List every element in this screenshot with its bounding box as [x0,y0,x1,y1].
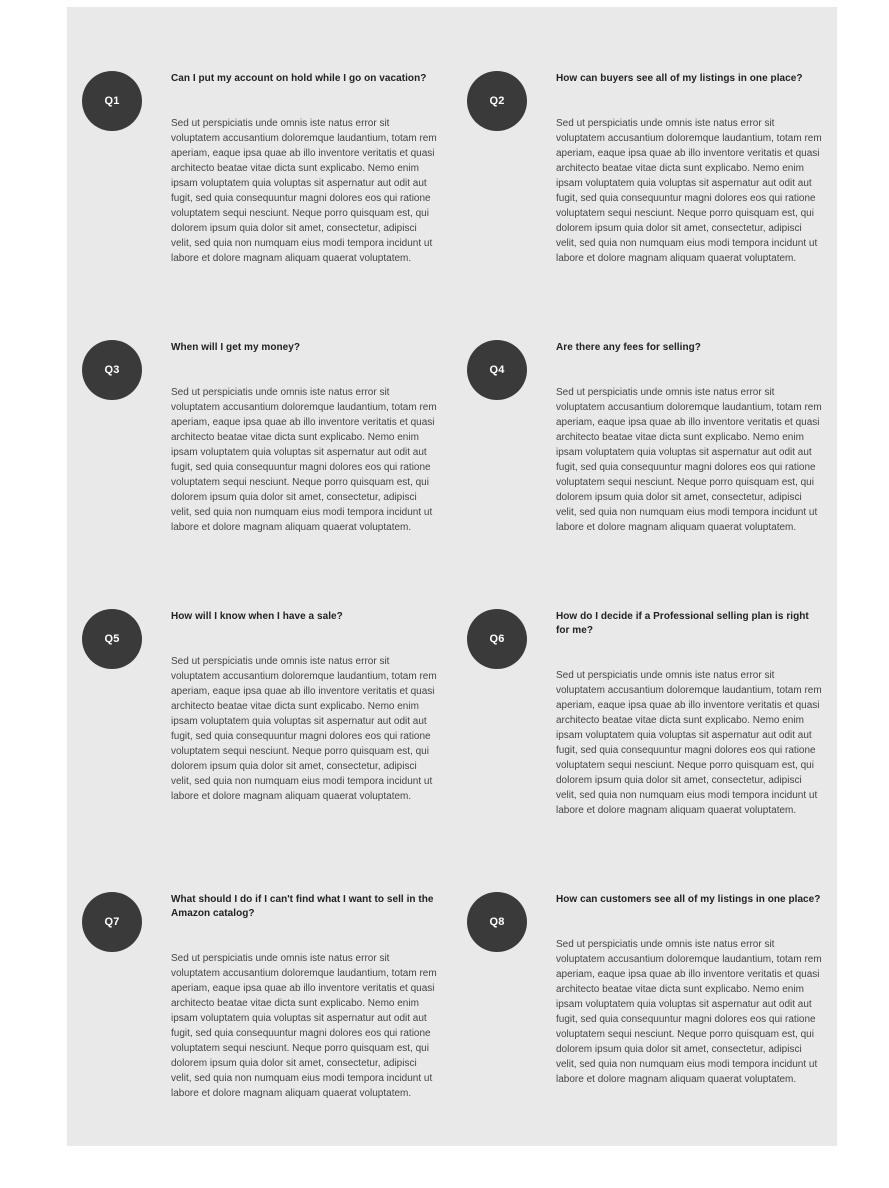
answer-text: Sed ut perspiciatis unde omnis iste natus error sit voluptatem accusantium doloremque laudantium, totam rem aperiam, eaque ipsa quae ab illo inventore veritatis et quasi architecto beatae vitae dicta sunt explicabo. Nemo enim ipsam voluptatem quia voluptas sit aspernatur aut odit aut fugit, sed quia consequuntur magni dolores eos qui ratione voluptatem sequi nesciunt. Neque porro quisquam est, qui dolorem ipsum quia dolor sit amet, consectetur, adipisci velit, sed quia non numquam eius modi tempora incidunt ut labore et dolore magnam aliquam quaerat voluptatem. [171,387,437,533]
answer-text: Sed ut perspiciatis unde omnis iste natus error sit voluptatem accusantium doloremque laudantium, totam rem aperiam, eaque ipsa quae ab illo inventore veritatis et quasi architecto beatae vitae dicta sunt explicabo. Nemo enim ipsam voluptatem quia voluptas sit aspernatur aut odit aut fugit, sed quia consequuntur magni dolores eos qui ratione voluptatem sequi nesciunt. Neque porro quisquam est, qui dolorem ipsum quia dolor sit amet, consectetur, adipisci velit, sed quia non numquam eius modi tempora incidunt ut labore et dolore magnam aliquam quaerat voluptatem. [171,118,437,264]
question-badge: Q6 [467,609,527,669]
answer-text: Sed ut perspiciatis unde omnis iste natus error sit voluptatem accusantium doloremque laudantium, totam rem aperiam, eaque ipsa quae ab illo inventore veritatis et quasi architecto beatae vitae dicta sunt explicabo. Nemo enim ipsam voluptatem quia voluptas sit aspernatur aut odit aut fugit, sed quia consequuntur magni dolores eos qui ratione voluptatem sequi nesciunt. Neque porro quisquam est, qui dolorem ipsum quia dolor sit amet, consectetur, adipisci velit, sed quia non numquam eius modi tempora incidunt ut labore et dolore magnam aliquam quaerat voluptatem. [171,656,437,802]
question-title: Can I put my account on hold while I go on vacation? [171,73,427,84]
faq-content [556,72,822,266]
answer-text: Sed ut perspiciatis unde omnis iste natus error sit voluptatem accusantium doloremque laudantium, totam rem aperiam, eaque ipsa quae ab illo inventore veritatis et quasi architecto beatae vitae dicta sunt explicabo. Nemo enim ipsam voluptatem quia voluptas sit aspernatur aut odit aut fugit, sed quia consequuntur magni dolores eos qui ratione voluptatem sequi nesciunt. Neque porro quisquam est, qui dolorem ipsum quia dolor sit amet, consectetur, adipisci velit, sed quia non numquam eius modi tempora incidunt ut labore et dolore magnam aliquam quaerat voluptatem. [556,118,822,264]
faq-content [171,72,437,266]
faq-content [556,893,822,1087]
question-badge: Q5 [82,609,142,669]
answer-text: Sed ut perspiciatis unde omnis iste natus error sit voluptatem accusantium doloremque laudantium, totam rem aperiam, eaque ipsa quae ab illo inventore veritatis et quasi architecto beatae vitae dicta sunt explicabo. Nemo enim ipsam voluptatem quia voluptas sit aspernatur aut odit aut fugit, sed quia consequuntur magni dolores eos qui ratione voluptatem sequi nesciunt. Neque porro quisquam est, qui dolorem ipsum quia dolor sit amet, consectetur, adipisci velit, sed quia non numquam eius modi tempora incidunt ut labore et dolore magnam aliquam quaerat voluptatem. [556,670,822,816]
question-badge: Q1 [82,71,142,131]
faq-content [556,341,822,535]
question-title: When will I get my money? [171,342,301,353]
faq-content [171,610,437,804]
question-title: How can buyers see all of my listings in one place? [556,73,803,84]
question-title: How do I decide if a Professional selling plan is right for me? [556,611,809,636]
answer-text: Sed ut perspiciatis unde omnis iste natus error sit voluptatem accusantium doloremque laudantium, totam rem aperiam, eaque ipsa quae ab illo inventore veritatis et quasi architecto beatae vitae dicta sunt explicabo. Nemo enim ipsam voluptatem quia voluptas sit aspernatur aut odit aut fugit, sed quia consequuntur magni dolores eos qui ratione voluptatem sequi nesciunt. Neque porro quisquam est, qui dolorem ipsum quia dolor sit amet, consectetur, adipisci velit, sed quia non numquam eius modi tempora incidunt ut labore et dolore magnam aliquam quaerat voluptatem. [171,953,437,1099]
question-badge: Q8 [467,892,527,952]
question-badge: Q2 [467,71,527,131]
question-title: Are there any fees for selling? [556,342,701,353]
faq-content [171,893,437,1101]
question-title: What should I do if I can't find what I want to sell in the Amazon catalog? [171,894,434,919]
faq-panel [67,7,837,1146]
question-badge: Q4 [467,340,527,400]
question-title: How can customers see all of my listings in one place? [556,894,821,905]
faq-content [171,341,437,535]
question-badge: Q7 [82,892,142,952]
answer-text: Sed ut perspiciatis unde omnis iste natus error sit voluptatem accusantium doloremque laudantium, totam rem aperiam, eaque ipsa quae ab illo inventore veritatis et quasi architecto beatae vitae dicta sunt explicabo. Nemo enim ipsam voluptatem quia voluptas sit aspernatur aut odit aut fugit, sed quia consequuntur magni dolores eos qui ratione voluptatem sequi nesciunt. Neque porro quisquam est, qui dolorem ipsum quia dolor sit amet, consectetur, adipisci velit, sed quia non numquam eius modi tempora incidunt ut labore et dolore magnam aliquam quaerat voluptatem. [556,939,822,1085]
question-title: How will I know when I have a sale? [171,611,343,622]
faq-content [556,610,822,818]
answer-text: Sed ut perspiciatis unde omnis iste natus error sit voluptatem accusantium doloremque laudantium, totam rem aperiam, eaque ipsa quae ab illo inventore veritatis et quasi architecto beatae vitae dicta sunt explicabo. Nemo enim ipsam voluptatem quia voluptas sit aspernatur aut odit aut fugit, sed quia consequuntur magni dolores eos qui ratione voluptatem sequi nesciunt. Neque porro quisquam est, qui dolorem ipsum quia dolor sit amet, consectetur, adipisci velit, sed quia non numquam eius modi tempora incidunt ut labore et dolore magnam aliquam quaerat voluptatem. [556,387,822,533]
question-badge: Q3 [82,340,142,400]
